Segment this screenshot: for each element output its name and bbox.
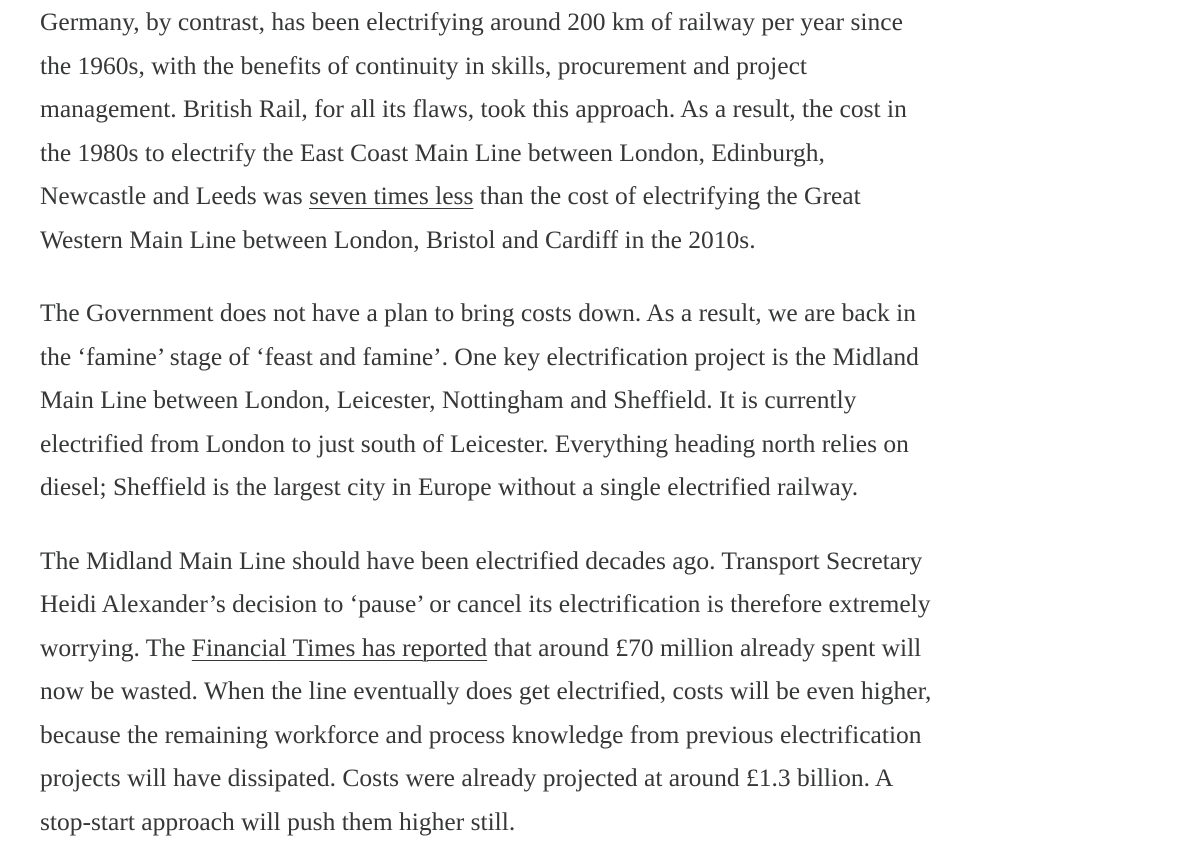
text-line [40,218,1200,262]
text-line [40,0,1200,44]
inline-link[interactable]: Financial Times has reported [192,633,487,662]
text-line [40,335,1200,379]
text-segment: because the remaining workforce and process knowledge from previous electrification [40,720,922,749]
text-segment: The Midland Main Line should have been electrified decades ago. Transport Secretary [40,546,922,575]
text-line [40,669,1200,713]
text-segment: than the cost of electrifying the Great [473,181,860,210]
paragraph [40,539,1200,843]
text-segment: Main Line between London, Leicester, Nottingham and Sheffield. It is currently [40,385,856,414]
inline-link[interactable]: seven times less [309,181,473,210]
paragraph [40,291,1200,509]
text-segment: stop-start approach will push them higher still. [40,807,515,836]
text-segment: the ‘famine’ stage of ‘feast and famine’. One key electrification project is the Midland [40,342,919,371]
text-line [40,713,1200,757]
text-segment: The Government does not have a plan to bring costs down. As a result, we are back in [40,298,916,327]
text-segment: Heidi Alexander’s decision to ‘pause’ or cancel its electrification is therefore extremely [40,589,930,618]
text-segment: that around £70 million already spent will [487,633,921,662]
text-line [40,44,1200,88]
text-segment: the 1980s to electrify the East Coast Main Line between London, Edinburgh, [40,138,825,167]
text-segment: projects will have dissipated. Costs were already projected at around £1.3 billion. A [40,763,893,792]
text-line [40,291,1200,335]
text-line [40,422,1200,466]
text-line [40,626,1200,670]
text-line [40,378,1200,422]
text-segment: Germany, by contrast, has been electrifying around 200 km of railway per year since [40,7,903,36]
text-line [40,174,1200,218]
text-segment: management. British Rail, for all its flaws, took this approach. As a result, the cost in [40,94,907,123]
paragraph [40,0,1200,261]
text-segment: the 1960s, with the benefits of continuity in skills, procurement and project [40,51,807,80]
text-line [40,131,1200,175]
text-line [40,465,1200,509]
text-line [40,87,1200,131]
text-line [40,800,1200,843]
text-segment: diesel; Sheffield is the largest city in Europe without a single electrified railway. [40,472,858,501]
text-segment: electrified from London to just south of Leicester. Everything heading north relies on [40,429,909,458]
text-line [40,756,1200,800]
text-line [40,582,1200,626]
text-segment: worrying. The [40,633,192,662]
text-segment: now be wasted. When the line eventually does get electrified, costs will be even higher, [40,676,931,705]
text-line [40,539,1200,583]
text-segment: Newcastle and Leeds was [40,181,309,210]
text-segment: Western Main Line between London, Bristol and Cardiff in the 2010s. [40,225,756,254]
